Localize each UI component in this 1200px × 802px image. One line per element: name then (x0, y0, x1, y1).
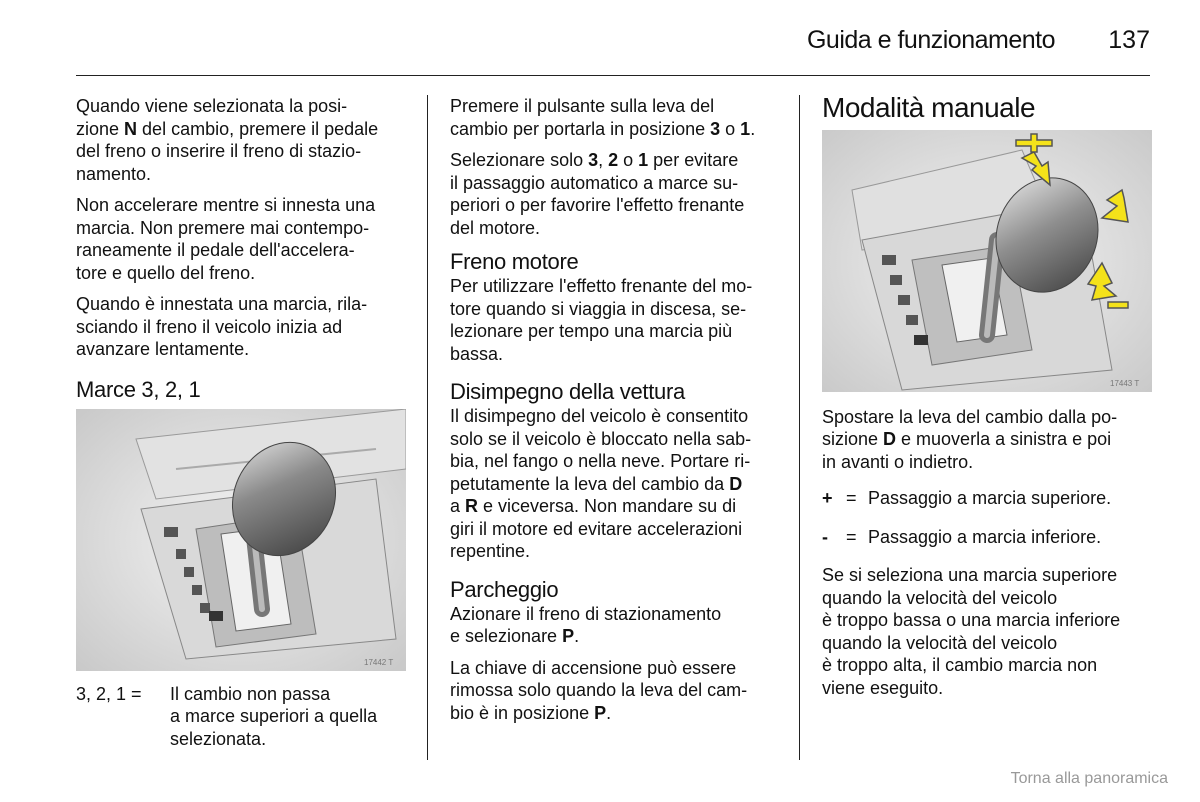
page-number: 137 (1108, 26, 1150, 54)
back-to-overview-link[interactable]: Torna alla panoramica (1010, 770, 1168, 787)
paragraph-shift-not-executed: Se si seleziona una marcia superiore quando la velocità del veicolo è troppo bassa o una marcia inferiore quando la velocità del veicolo è troppo alta, il cambio marcia non viene eseguito. (822, 565, 1121, 698)
row-upshift: + = Passaggio a marcia superiore. (822, 488, 1112, 508)
heading-modalita-manuale: Modalità manuale (822, 92, 1036, 123)
column-1 (76, 95, 411, 750)
heading-parcheggio: Parcheggio (450, 576, 559, 602)
section-title: Guida e funzionamento (806, 26, 1055, 54)
minus-symbol: - (822, 526, 828, 547)
header-rule (76, 75, 1150, 76)
heading-disimpegno: Disimpegno della vettura (450, 379, 685, 404)
heading-freno-motore: Freno motore (450, 249, 579, 274)
figure-label-17442: 17442 T (364, 657, 394, 667)
column-2 (450, 95, 785, 733)
manual-mode-illustration (822, 130, 1152, 392)
column-divider-1 (427, 95, 428, 760)
plus-symbol: + (822, 488, 833, 508)
paragraph-freno-motore: Per utilizzare l'effetto frenante del mo- tore quando si viaggia in discesa, se- lezionare per tempo una marcia più bassa. (450, 276, 753, 364)
paragraph-press-button: Premere il pulsante sulla leva del cambio per portarla in posizione 3 o 1. (450, 96, 756, 139)
paragraph-neutral: Quando viene selezionata la posi- zione N del cambio, premere il pedale del freno o inserire il freno di stazio- namento. (76, 96, 379, 184)
gear-lever-illustration (76, 409, 406, 671)
paragraph-no-accelerate: Non accelerare mentre si innesta una marcia. Non premere mai contempo- raneamente il pedale dell'accelera- tore e quello del freno. (76, 195, 376, 283)
row-downshift: - = Passaggio a marcia inferiore. (822, 526, 1102, 547)
paragraph-move-lever: Spostare la leva del cambio dalla po- sizione D e muoverla a sinistra e poi in avanti o indietro. (822, 406, 1118, 472)
column-3 (822, 92, 1157, 708)
paragraph-chiave: La chiave di accensione può essere rimossa solo quando la leva del cam- bio è in posizione P. (450, 657, 748, 723)
paragraph-select-only: Selezionare solo 3, 2 o 1 per evitare il passaggio automatico a marce su- periori o per favorire l'effetto frenante del motore. (450, 150, 745, 238)
paragraph-disimpegno: Il disimpegno del veicolo è consentito solo se il veicolo è bloccato nella sab- bia, nel fango o nella neve. Portare ri- petutamente la leva del cambio da D a R e viceversa. Non mandare su di giri il motore ed evitare accelerazioni repentine. (450, 406, 752, 561)
paragraph-parcheggio: Azionare il freno di stazionamento e selezionare P. (450, 603, 722, 646)
definition-description: Il cambio non passa a marce superiori a quella selezionata. (170, 683, 378, 749)
figure-label-17443: 17443 T (1110, 378, 1140, 388)
definition-term: 3, 2, 1 = (76, 683, 142, 704)
paragraph-release-brake: Quando è innestata una marcia, rila- sciando il freno il veicolo inizia ad avanzare lentamente. (76, 294, 368, 359)
column-divider-2 (799, 95, 800, 760)
definition-3-2-1 (76, 683, 411, 751)
heading-marce: Marce 3, 2, 1 (76, 376, 201, 402)
